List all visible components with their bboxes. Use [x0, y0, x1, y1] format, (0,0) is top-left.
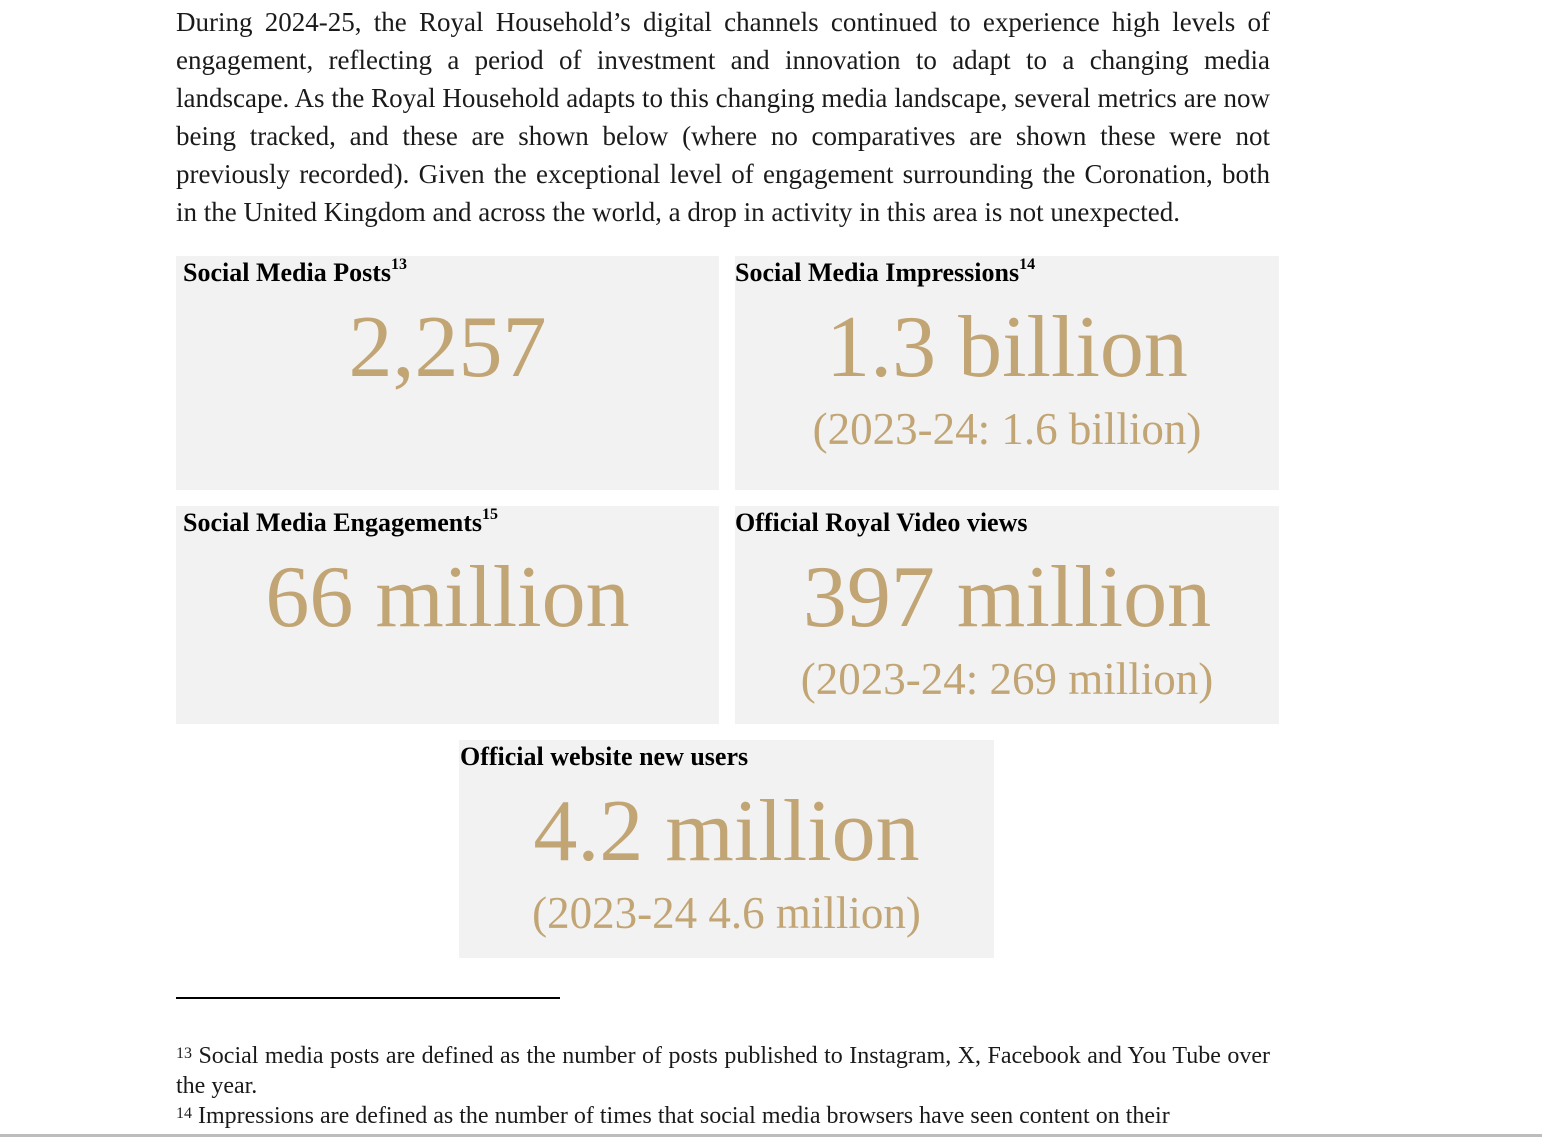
posts-title-text: Social Media Posts	[183, 258, 391, 287]
impressions-title-text: Social Media Impressions	[735, 258, 1020, 287]
footnote-14-text: Impressions are defined as the number of times that social media browsers have seen content on their	[192, 1103, 1170, 1129]
engagements-footnote-ref[interactable]: 15	[482, 506, 498, 523]
impressions-card	[735, 256, 1279, 490]
website-card-title: Official website new users	[460, 742, 749, 771]
footnote-13	[176, 1041, 1270, 1101]
footnote-separator	[176, 997, 560, 999]
video-comparative: (2023-24: 269 million)	[800, 654, 1214, 704]
impressions-card-title	[735, 258, 1035, 288]
engagements-card	[176, 506, 719, 724]
footnote-13-text: Social media posts are defined as the number of posts published to Instagram, X, Facebook and You Tube over the year.	[176, 1043, 1270, 1099]
engagements-card-title	[183, 508, 498, 538]
website-comparative: (2023-24 4.6 million)	[532, 888, 921, 938]
footnote-14-number: 14	[176, 1105, 192, 1122]
posts-value: 2,257	[348, 299, 547, 396]
footnote-13-number: 13	[176, 1045, 192, 1062]
impressions-footnote-ref[interactable]: 14	[1019, 256, 1036, 273]
posts-card	[176, 256, 719, 490]
posts-footnote-ref[interactable]: 13	[391, 256, 407, 273]
video-card	[735, 506, 1279, 724]
engagements-value: 66 million	[265, 549, 630, 646]
intro-paragraph: During 2024-25, the Royal Household’s digital channels continued to experience high levels of engagement, reflecting a period of investment and innovation to adapt to a changing media landscape. As the Royal Household adapts to this changing media landscape, several metrics are now being tracked, and these are shown below (where no comparatives are shown these were not previously recorded). Given the exceptional level of engagement surrounding the Coronation, both in the United Kingdom and across the world, a drop in activity in this area is not unexpected.	[176, 7, 1270, 227]
impressions-comparative: (2023-24: 1.6 billion)	[812, 404, 1202, 454]
footnote-14	[176, 1101, 1270, 1131]
posts-card-title	[183, 258, 407, 288]
video-value: 397 million	[802, 549, 1212, 646]
website-card	[459, 740, 994, 958]
impressions-value: 1.3 billion	[826, 299, 1188, 396]
website-value: 4.2 million	[533, 783, 920, 880]
engagements-title-text: Social Media Engagements	[183, 508, 482, 537]
video-card-title: Official Royal Video views	[735, 508, 1028, 537]
